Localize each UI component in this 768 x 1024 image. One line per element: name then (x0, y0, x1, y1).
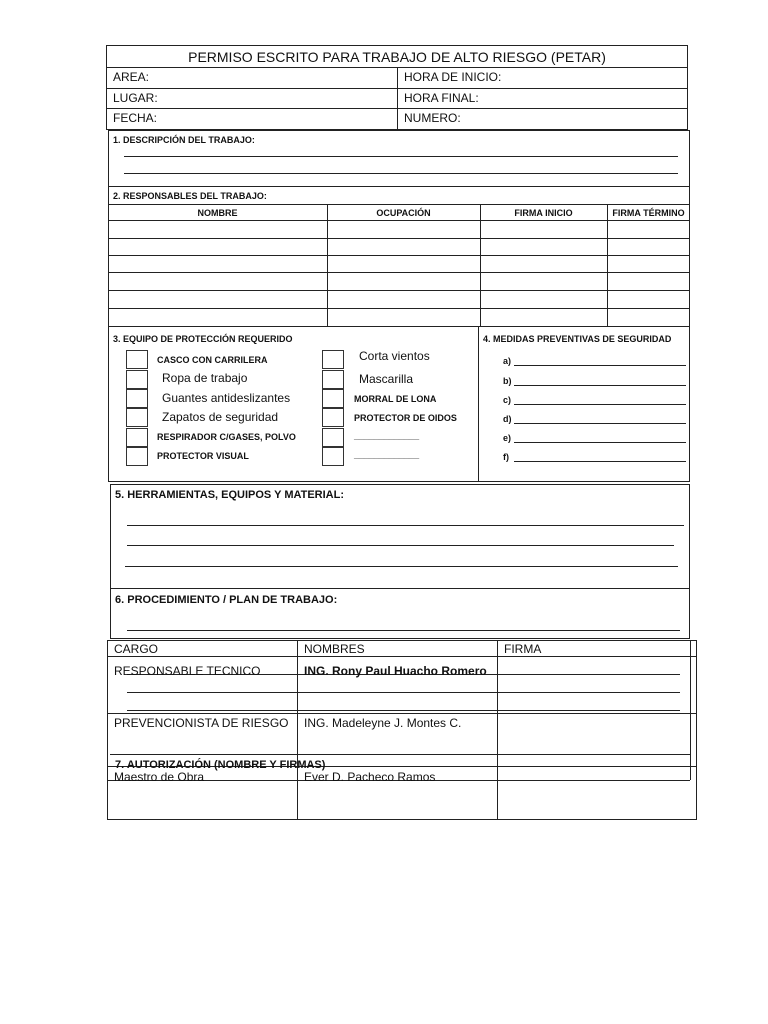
epp-label: Corta vientos (359, 349, 430, 363)
description-line (124, 173, 678, 174)
section-6-title: 6. PROCEDIMIENTO / PLAN DE TRABAJO: (115, 594, 338, 606)
tools-line (127, 545, 674, 546)
epp-label: Guantes antideslizantes (162, 391, 291, 405)
measure-line (514, 423, 686, 424)
section-split (478, 326, 479, 482)
lugar-label: LUGAR: (113, 91, 158, 105)
description-line (124, 156, 678, 157)
overlap-line (127, 692, 680, 693)
table-line (108, 204, 690, 205)
section-divider (108, 186, 690, 187)
header-divider (397, 67, 398, 130)
section-3-title: 3. EQUIPO DE PROTECCIÓN REQUERIDO (113, 334, 293, 344)
measure-label: c) (503, 395, 512, 405)
sig-header-firma: FIRMA (504, 642, 542, 656)
section-5-frame (110, 484, 690, 639)
hora-inicio-label: HORA DE INICIO: (404, 70, 502, 84)
sig-row-line (107, 713, 697, 714)
measure-label: e) (503, 433, 512, 443)
sig-cargo: PREVENCIONISTA DE RIESGO (114, 716, 289, 730)
section-1-title: 1. DESCRIPCIÓN DEL TRABAJO: (113, 135, 255, 145)
area-label: AREA: (113, 70, 150, 84)
checkbox-protector-visual[interactable] (126, 447, 148, 466)
measure-label: d) (503, 414, 512, 424)
sig-nombre: ING. Madeleyne J. Montes C. (304, 716, 462, 730)
table-col-line (480, 204, 481, 326)
epp-label: RESPIRADOR C/GASES, POLVO (157, 432, 296, 442)
tools-line (125, 566, 678, 567)
column-header-firma-inicio: FIRMA INICIO (514, 208, 573, 218)
checkbox-corta-vientos[interactable] (322, 350, 344, 369)
column-header-nombre: NOMBRE (197, 208, 238, 218)
hora-final-label: HORA FINAL: (404, 91, 479, 105)
measure-line (514, 365, 686, 366)
table-line (108, 290, 690, 291)
plan-line (127, 630, 680, 631)
column-header-ocupacion: OCUPACIÓN (376, 208, 431, 218)
sig-nombre: Ever D. Pacheco Ramos (304, 770, 436, 784)
fecha-label: FECHA: (113, 111, 158, 125)
sig-col-line (297, 640, 298, 820)
checkbox-otro-2[interactable] (322, 447, 344, 466)
sig-cargo: RESPONSABLE TECNICO (114, 664, 261, 678)
column-header-firma-termino: FIRMA TÉRMINO (612, 208, 685, 218)
sig-nombre: ING. Rony Paul Huacho Romero (304, 664, 487, 678)
overlap-line (127, 710, 680, 711)
checkbox-protector-oidos[interactable] (322, 408, 344, 427)
page-title: PERMISO ESCRITO PARA TRABAJO DE ALTO RIESGO (PETAR) (188, 49, 606, 65)
checkbox-respirador[interactable] (126, 428, 148, 447)
overlap-frame (690, 640, 691, 780)
table-line (108, 272, 690, 273)
measure-line (514, 404, 686, 405)
section-7-title: 7. AUTORIZACIÓN (NOMBRE Y FIRMAS) (115, 759, 326, 771)
table-col-line (327, 204, 328, 326)
measure-line (514, 442, 686, 443)
epp-label: _____________ (354, 431, 420, 441)
epp-label: MORRAL DE LONA (354, 394, 437, 404)
table-line (108, 308, 690, 309)
checkbox-guantes[interactable] (126, 389, 148, 408)
sig-col-line (497, 640, 498, 820)
sig-row-line (107, 656, 697, 657)
epp-label: _____________ (354, 450, 420, 460)
epp-label: PROTECTOR VISUAL (157, 451, 249, 461)
section-5-title: 5. HERRAMIENTAS, EQUIPOS Y MATERIAL: (115, 489, 344, 501)
numero-label: NUMERO: (404, 111, 461, 125)
section-divider (110, 588, 690, 589)
checkbox-ropa[interactable] (126, 370, 148, 389)
epp-label: PROTECTOR DE OIDOS (354, 413, 457, 423)
table-line (108, 255, 690, 256)
section-4-title: 4. MEDIDAS PREVENTIVAS DE SEGURIDAD (483, 334, 672, 344)
table-line (108, 238, 690, 239)
overlap-frame (110, 754, 690, 755)
sig-cargo: Maestro de Obra (114, 770, 205, 784)
tools-line (127, 525, 684, 526)
checkbox-otro-1[interactable] (322, 428, 344, 447)
sig-header-cargo: CARGO (114, 642, 159, 656)
measure-line (514, 461, 686, 462)
checkbox-mascarilla[interactable] (322, 370, 344, 389)
checkbox-casco[interactable] (126, 350, 148, 369)
epp-label: CASCO CON CARRILERA (157, 355, 268, 365)
measure-label: b) (503, 376, 512, 386)
table-line (108, 220, 690, 221)
table-col-line (607, 204, 608, 326)
epp-label: Zapatos de seguridad (162, 410, 279, 424)
section-2-title: 2. RESPONSABLES DEL TRABAJO: (113, 191, 267, 201)
checkbox-morral[interactable] (322, 389, 344, 408)
form-body-frame (108, 130, 690, 482)
epp-label: Ropa de trabajo (162, 371, 248, 385)
measure-line (514, 385, 686, 386)
table-line (108, 326, 690, 327)
epp-label: Mascarilla (359, 372, 414, 386)
measure-label: f) (503, 452, 509, 462)
sig-header-nombres: NOMBRES (304, 642, 365, 656)
measure-label: a) (503, 356, 512, 366)
checkbox-zapatos[interactable] (126, 408, 148, 427)
